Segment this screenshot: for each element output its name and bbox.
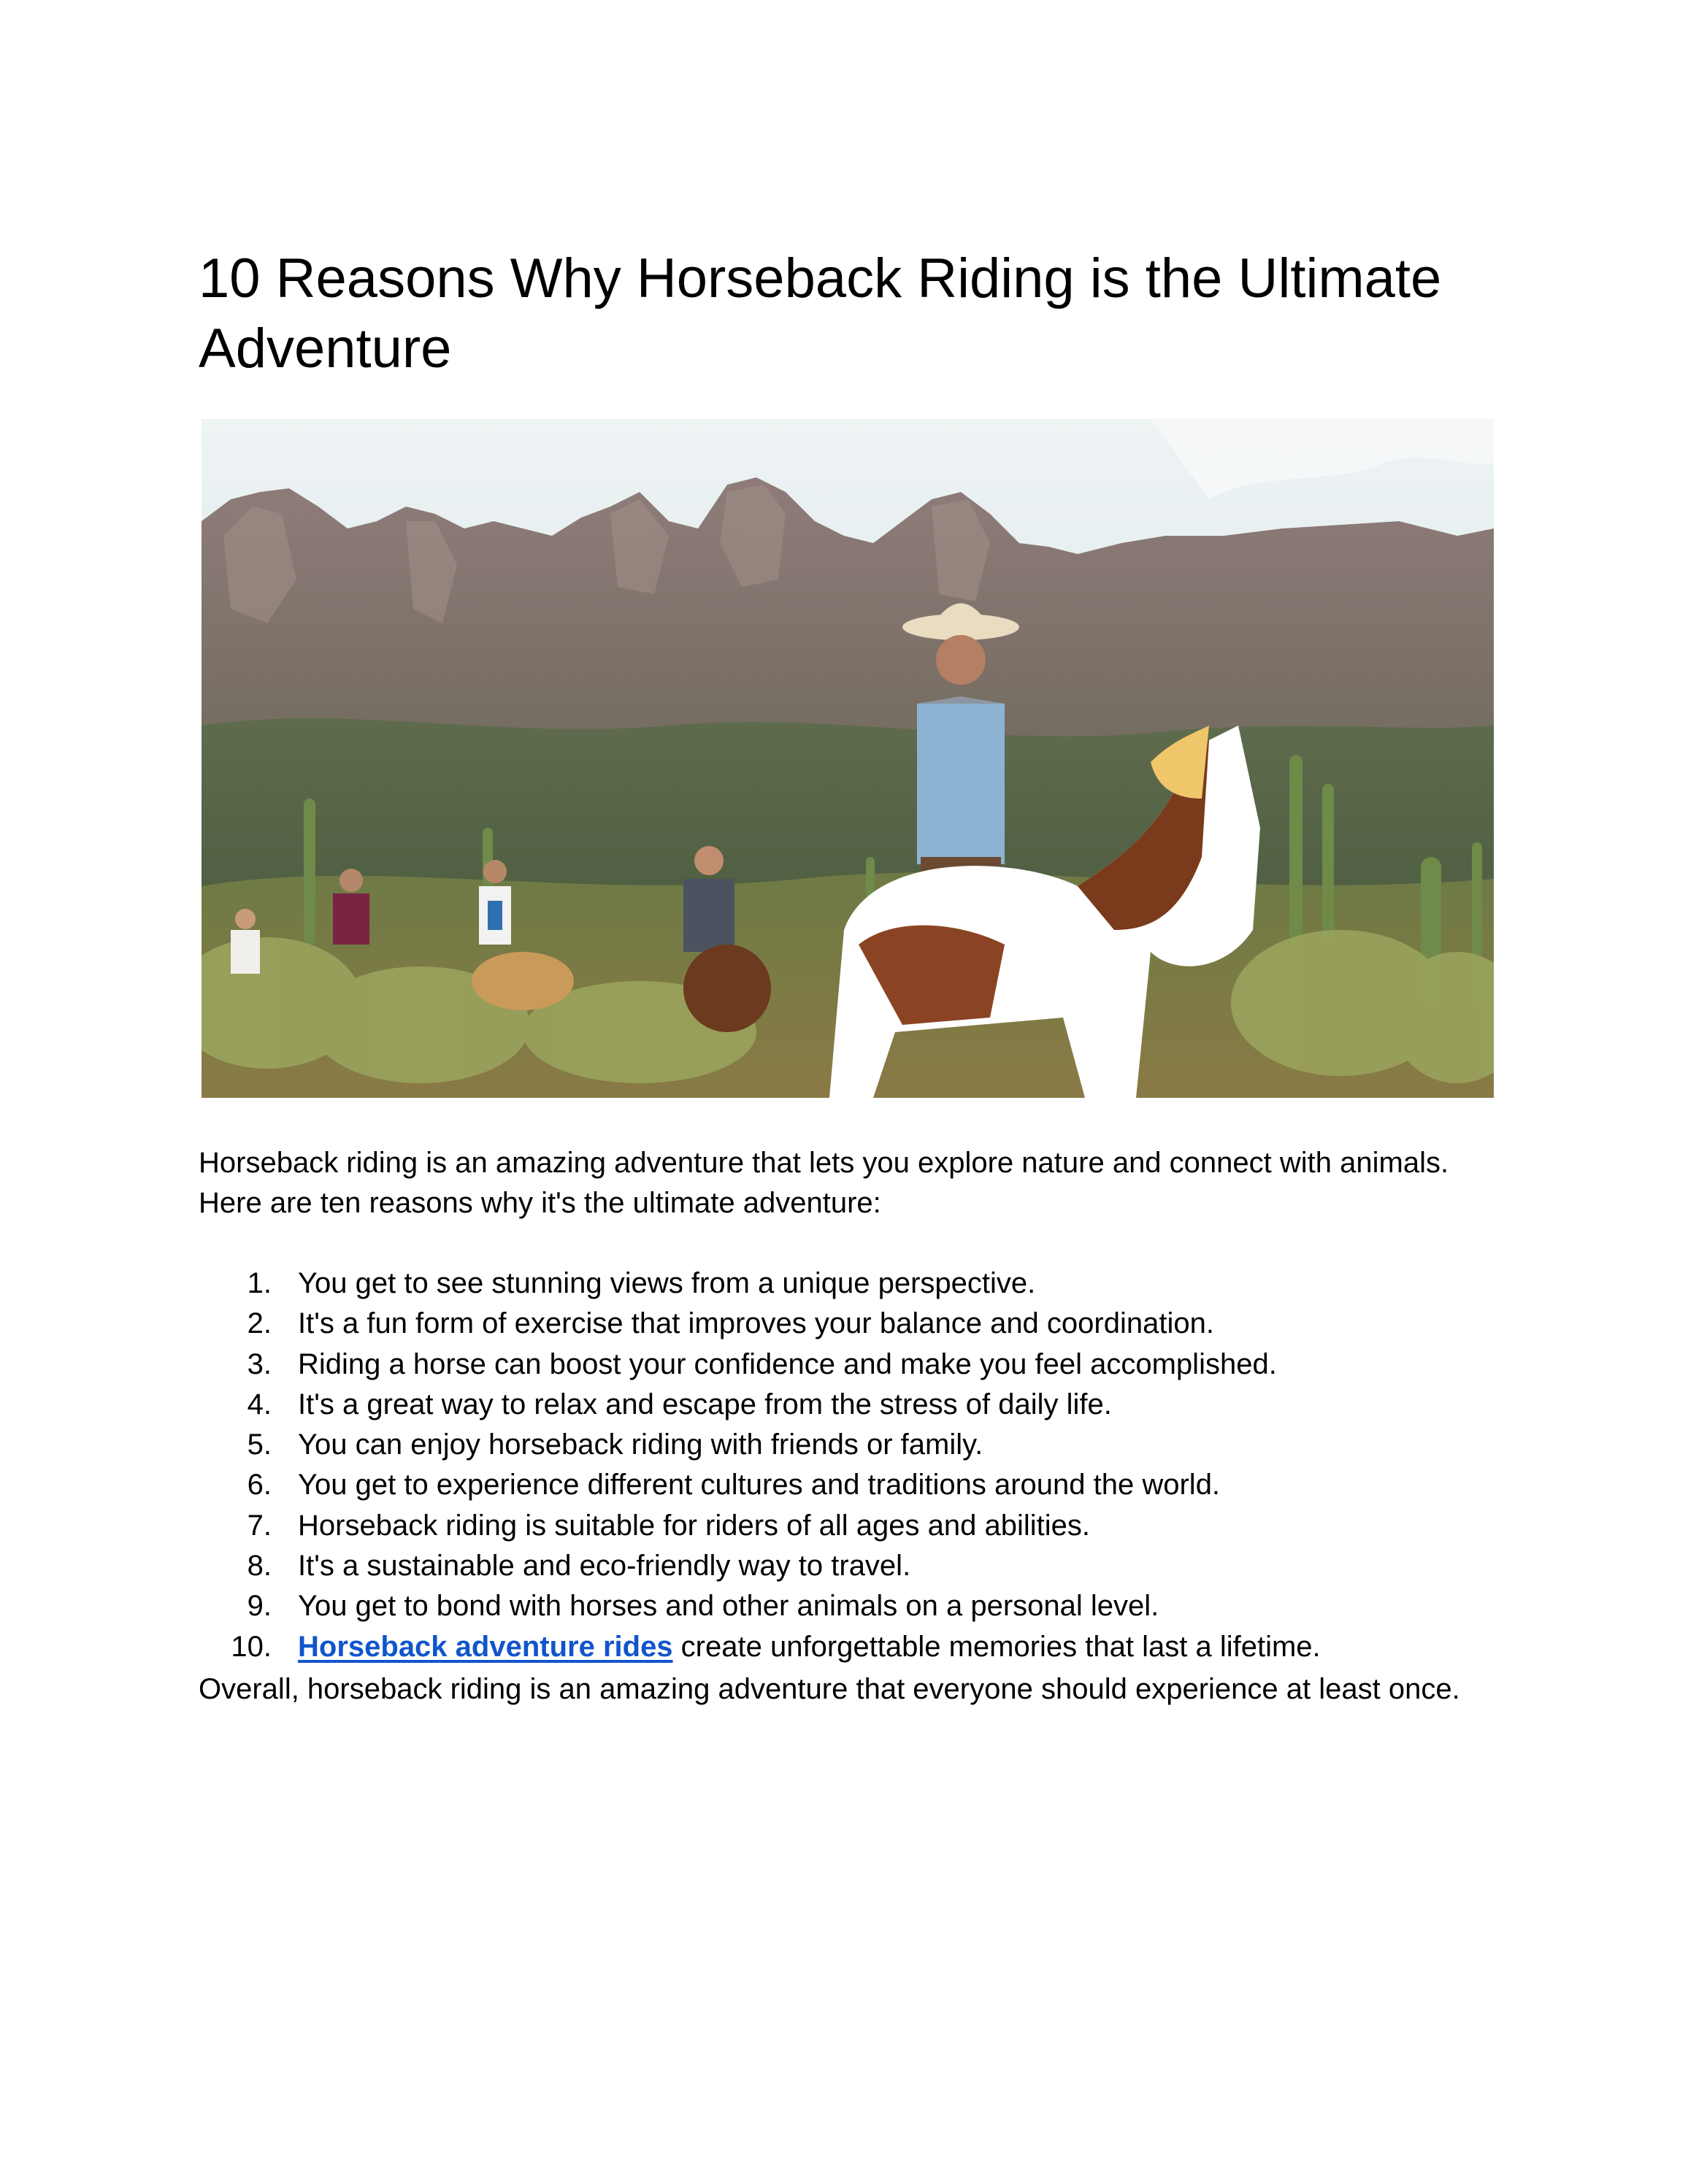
list-item-text: It's a sustainable and eco-friendly way to travel. <box>298 1550 911 1583</box>
list-number: 4. <box>247 1388 272 1420</box>
list-item <box>199 1345 1527 1385</box>
list-item <box>199 1546 1527 1586</box>
list-item-text: You can enjoy horseback riding with friends or family. <box>298 1429 983 1461</box>
list-item <box>199 1264 1527 1304</box>
hero-photo <box>202 419 1494 1098</box>
reasons-list <box>199 1264 1527 1667</box>
list-item <box>199 1586 1527 1626</box>
list-number: 7. <box>247 1509 272 1542</box>
list-item <box>199 1627 1527 1667</box>
list-item-text: Riding a horse can boost your confidence and make you feel accomplished. <box>298 1347 1277 1380</box>
page-title: 10 Reasons Why Horseback Riding is the Ultimate Adventure <box>199 247 1442 380</box>
closing-paragraph: Overall, horseback riding is an amazing adventure that everyone should experience at least once. <box>199 1673 1460 1705</box>
list-item <box>199 1506 1527 1546</box>
intro-paragraph: Horseback riding is an amazing adventure that lets you explore nature and connect with animals. Here are ten reasons why it's the ultimate adventure: <box>199 1147 1449 1219</box>
list-number: 8. <box>247 1550 272 1583</box>
list-number: 10. <box>231 1630 272 1663</box>
list-item <box>199 1385 1527 1425</box>
list-number: 3. <box>247 1347 272 1380</box>
list-item-text: It's a fun form of exercise that improves your balance and coordination. <box>298 1307 1214 1340</box>
list-item <box>199 1425 1527 1465</box>
list-number: 9. <box>247 1590 272 1623</box>
horseback-riders-desert-photo <box>202 419 1494 1098</box>
list-number: 5. <box>247 1429 272 1461</box>
list-item-text: Horseback riding is suitable for riders of all ages and abilities. <box>298 1509 1090 1542</box>
list-number: 1. <box>247 1267 272 1299</box>
list-item-text: It's a great way to relax and escape from the stress of daily life. <box>298 1388 1112 1420</box>
list-item-text: You get to experience different cultures and traditions around the world. <box>298 1469 1221 1502</box>
horseback-adventure-rides-link[interactable]: Horseback adventure rides <box>298 1630 673 1663</box>
list-item <box>199 1304 1527 1344</box>
list-number: 2. <box>247 1307 272 1340</box>
list-number: 6. <box>247 1469 272 1502</box>
list-item <box>199 1465 1527 1505</box>
list-item-text: You get to bond with horses and other animals on a personal level. <box>298 1590 1159 1623</box>
list-item-text: You get to see stunning views from a unique perspective. <box>298 1267 1036 1299</box>
list-item-text: create unforgettable memories that last a lifetime. <box>672 1630 1321 1663</box>
